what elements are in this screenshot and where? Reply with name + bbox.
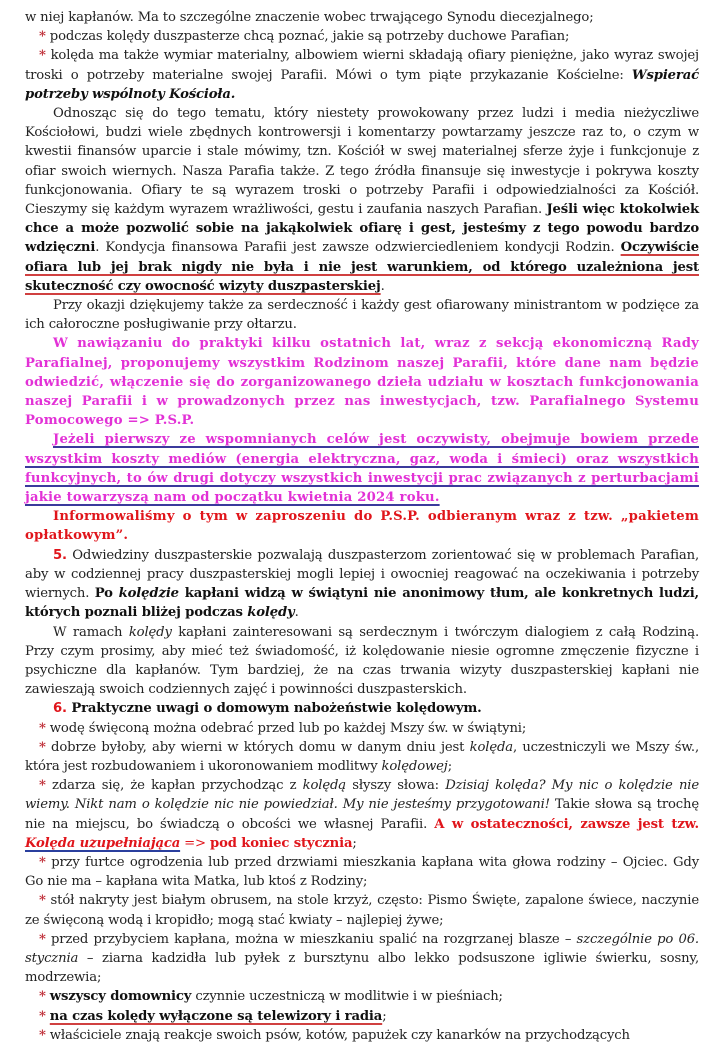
bullet-star-icon: *	[39, 1027, 46, 1043]
bullet-mass-attendance: * dobrze byłoby, aby wierni w których domu w danym dniu jest kolęda, uczestniczyli we Mszy św., która jest rozbudowaniem i ukoronowaniem modlitwy kolędowej;	[25, 739, 699, 774]
bullet-star-icon: *	[39, 720, 46, 736]
church-precept: Wspierać potrzeby wspólnoty Kościoła.	[25, 67, 699, 102]
bullet-tv-radio: * na czas kolędy wyłączone są telewizory i radia;	[39, 1008, 387, 1024]
bullet-star-icon: *	[39, 893, 46, 909]
gratitude-statement: Jeśli więc ktokolwiek chce a może pozwolić sobie na jakąkolwiek ofiarę i gest, jesteśmy z tego powodu bardzo wdzięczni	[25, 202, 700, 256]
bullet-star-icon: *	[39, 739, 46, 755]
section-5-dialogue: W ramach kolędy kapłani zainteresowani są serdecznym i twórczym dialogiem z całą Rodziną. Przy czym prosimy, aby mieć też świadomość, iż kolędowanie niesie ogromne zmęczenie fizyczne i psychiczne dla kapłanów. Tym bardziej, że na czas trwania wizyty duszpasterskiej kapłani nie zawieszają swoich codziennych zajęć i powinności duszpasterskich.	[25, 624, 699, 698]
bullet-incense: * przed przybyciem kapłana, można w mieszkaniu spalić na rozgrzanej blasze – szczególnie po 06. stycznia – ziarna kadzidła lub pyłek z bursztynu albo lekko podsuszone igliwie świerku, sosny, modrzewia;	[25, 931, 699, 986]
section-5: 5. Odwiedziny duszpasterskie pozwalają duszpasterzom zorientować się w problemach Parafian, aby w codziennej pracy duszpasterskiej mogli lepiej i owocniej reagować na oczekiwania i potrzeby wiernych. Po kolędzie kapłani widzą w świątyni nie anonimowy tłum, ale konkretnych ludzi, których poznali bliżej podczas kolędy.	[25, 547, 699, 621]
section-number: 6.	[53, 701, 67, 717]
document-page	[25, 8, 699, 1045]
arrow-icon: =>	[180, 835, 210, 851]
bullet-star-icon: *	[39, 854, 46, 870]
psp-goals: Jeżeli pierwszy ze wspomnianych celów jest oczywisty, obejmuje bowiem przede wszystkim koszty mediów (energia elektryczna, gaz, woda i śmieci) oraz wszystkich funkcyjnych, to ów drugi dotyczy wszystkich inwestycji prac związanych z perturbacjami jakie towarzyszą nam od początku kwietnia 2024 roku.	[25, 432, 699, 506]
bullet-greeting: * przy furtce ogrodzenia lub przed drzwiami mieszkania kapłana wita głowa rodziny – Ojciec. Gdy Go nie ma – kapłana wita Matka, lub ktoś z Rodziny;	[25, 854, 699, 890]
supplementary-carol-visit: Kolęda uzupełniająca	[25, 835, 181, 851]
section-title: Praktyczne uwagi o domowym nabożeństwie kolędowym.	[66, 701, 482, 717]
psp-info: Informowaliśmy o tym w zaproszeniu do P.S.P. odbieranym wraz z tzw. „pakietem opłatkowym”.	[25, 509, 699, 544]
bullet-spiritual-needs: * podczas kolędy duszpasterze chcą poznać, jakie są potrzeby duchowe Parafian;	[39, 29, 570, 45]
bullet-star-icon: *	[39, 989, 46, 1005]
paragraph-synod: w niej kapłanów. Ma to szczególne znaczenie wobec trwającego Synodu diecezjalnego;	[25, 10, 594, 25]
bullet-household: * wszyscy domownicy czynnie uczestniczą w modlitwie i w pieśniach;	[39, 989, 503, 1005]
bullet-holy-water: * wodę święconą można odebrać przed lub po każdej Mszy św. w świątyni;	[39, 720, 527, 736]
offering-not-condition: Oczywiście ofiara lub jej brak nigdy nie była i nie jest warunkiem, od którego uzależniona jest skuteczność czy owocność wizyty duszpasterskiej	[25, 240, 699, 294]
bullet-material-dimension: * kolęda ma także wymiar materialny, albowiem wierni składają ofiary pieniężne, jako wyraz swojej troski o potrzeby materialne swojej Parafii. Mówi o tym piąte przykazanie Kościelne: Wspierać potrzeby wspólnoty Kościoła.	[25, 48, 699, 102]
bullet-star-icon: *	[39, 29, 46, 45]
bullet-star-icon: *	[39, 1008, 46, 1024]
section-number: 5.	[53, 547, 67, 563]
bullet-star-icon: *	[39, 931, 46, 947]
psp-intro: W nawiązaniu do praktyki kilku ostatnich lat, wraz z sekcją ekonomiczną Rady Parafialnej, proponujemy wszystkim Rodzinom naszej Parafii, które dane nam będzie odwiedzić, włączenie się do zorganizowanego dzieła udziału w kosztach funkcjonowania naszej Parafii i w prowadzonych przez nas inwestycjach, tzw. Parafialnego Systemu Pomocowego => P.S.P.	[25, 336, 699, 429]
bullet-table: * stół nakryty jest białym obrusem, na stole krzyż, często: Pismo Święte, zapalone świece, naczynie ze święconą wodą i kropidło; mogą stać kwiaty – najlepiej żywe;	[25, 893, 699, 928]
bullet-pets: * właściciele znają reakcje swoich psów, kotów, papużek czy kanarków na przychodzących	[39, 1027, 630, 1043]
bullet-unprepared: * zdarza się, że kapłan przychodząc z kolędą słyszy słowa: Dzisiaj kolęda? My nic o kolędzie nie wiemy. Nikt nam o kolędzie nic nie powiedział. My nie jesteśmy przygotowani! Takie słowa są trochę nie na miejscu, bo świadczą o obcości we własnej Parafii. A w ostateczności, zawsze jest tzw. Kolęda uzupełniająca => pod koniec stycznia;	[25, 778, 700, 851]
paragraph-finances: Odnosząc się do tego tematu, który niestety prowokowany przez ludzi i media nieżyczliwe Kościołowi, budzi wiele zbędnych kontrowersji i komentarzy powtarzamy jeszcze raz to, o czym w kwestii finansów uparcie i stale mówimy, tzn. Kościół w swej materialnej sferze żyje i funkcjonuje z ofiar swoich wiernych. Nasza Parafia także. Z tego źródła finansuje się inwestycje i pokrywa koszty funkcjonowania. Ofiary te są wyrazem troski o potrzeby Parafii i odpowiedzialności za Kościół. Cieszymy się każdym wyrazem wrażliwości, gestu i zaufania naszych Parafian. Jeśli więc ktokolwiek chce a może pozwolić sobie na jakąkolwiek ofiarę i gest, jesteśmy z tego powodu bardzo wdzięczni. Kondycja finansowa Parafii jest zawsze odzwierciedleniem kondycji Rodzin. Oczywiście ofiara lub jej brak nigdy nie była i nie jest warunkiem, od którego uzależniona jest skuteczność czy owocność wizyty duszpasterskiej.	[25, 106, 700, 294]
bullet-star-icon: *	[39, 778, 46, 794]
quoted-words: Dzisiaj kolęda? My nic o kolędzie nie wiemy. Nikt nam o kolędzie nic nie powiedział. My nie jesteśmy przygotowani!	[25, 778, 700, 813]
paragraph-altar-servers: Przy okazji dziękujemy także za serdeczność i każdy gest ofiarowany ministrantom w podzięce za ich całoroczne posługiwanie przy ołtarzu.	[25, 298, 699, 333]
section-6-heading	[25, 699, 699, 718]
bullet-star-icon: *	[39, 48, 46, 64]
